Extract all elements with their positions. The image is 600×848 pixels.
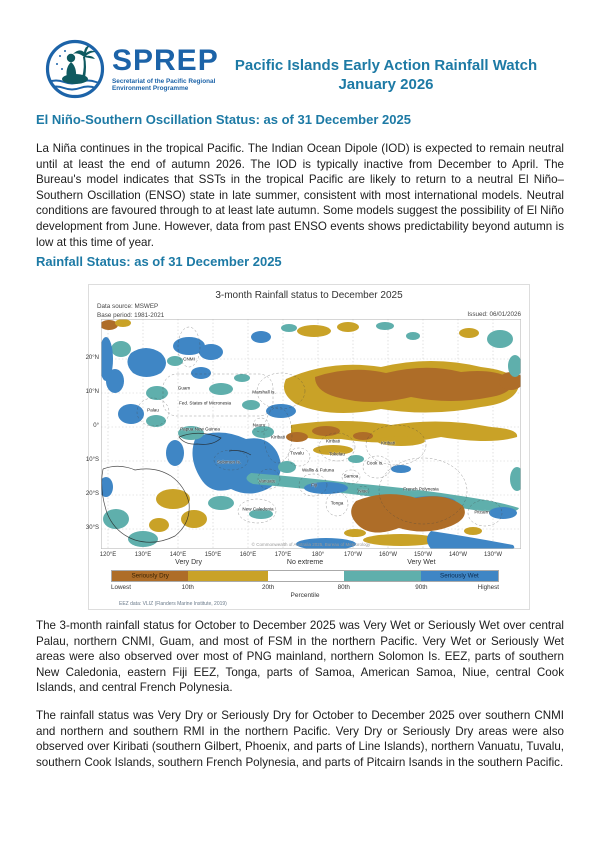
map-place-label: Tuvalu [290,450,304,456]
map-place-label: Fiji [311,482,317,488]
rainfall-status-figure [85,284,530,610]
map-place-label: Marshall Is. [252,389,276,395]
dry-status-paragraph: The rainfall status was Very Dry or Seriously Dry for October to December 2025 over southern CNMI and northern and southern RMI in the northern Pacific. Very Dry or Seriously Dry areas were also observed over Kiribati (southern Gilbert, Phoenix, and parts of Line Islands), northern Vanuatu, Tuvalu, southern Cook Islands, southern French Polynesia, and parts of Pitcairn Isands in the southern Pacific. [36,709,564,769]
legend-segment [344,571,421,581]
enso-section-heading: El Niño-Southern Oscillation Status: as of 31 December 2025 [36,112,411,127]
legend-category-label: No extreme [286,559,324,566]
figure-title: 3-month Rainfall status to December 2025 [215,290,403,301]
map-place-label: Tonga [330,500,344,506]
lat-tick-label: 0° [93,423,99,429]
map-place-label: Nauru [252,422,266,428]
lon-tick-label: 160°W [378,552,398,558]
map-copyright-watermark: © Commonwealth of Australia 2025, Bureau of Meteorology [251,542,371,547]
legend-tick-label: Lowest [111,584,131,591]
legend-category-label: Very Dry [175,559,203,566]
rainfall-section-heading: Rainfall Status: as of 31 December 2025 [36,254,282,269]
legend-segment [421,571,498,581]
lat-tick-label: 30°S [85,525,99,531]
lon-tick-label: 130°E [134,552,152,558]
legend-tick-label: 90th [415,584,428,591]
figure-issued-date: Issued: 06/01/2026 [467,311,521,318]
map-place-label: Cook Is. [366,460,384,466]
rainfall-map [101,319,521,549]
map-place-label: Kiribati [270,434,286,440]
lon-tick-label: 140°W [448,552,468,558]
legend-tick-label: 80th [337,584,350,591]
lon-tick-label: 140°E [169,552,187,558]
document-title-line1: Pacific Islands Early Action Rainfall Watch [234,57,538,74]
enso-paragraph: La Niña continues in the tropical Pacific. The Indian Ocean Dipole (IOD) is expected to remain neutral until at least the end of autumn 2026. The IOD is typically inactive from December to April. The Bureau's model indicates that SSTs in the tropical Pacific are likely to return to a neutral El Niño–Southern Oscillation (ENSO) state in late summer, consistent with most international models. Neutral conditions are favoured through to at least late autumn. Some models suggest the possibility of El Niño development from June. However, data from past ENSO events shows predictability beyond autumn is low at this time of year. [36,142,564,249]
map-place-label: Tokelau [329,451,345,457]
map-place-label: New Caledonia [242,506,274,512]
map-place-label: Papua New Guinea [180,426,220,432]
lon-tick-label: 130°W [483,552,503,558]
map-place-label: Guam [177,385,191,391]
map-place-label: Fed. States of Micronesia [178,400,232,406]
map-place-label: Kiribati [380,440,396,446]
map-place-label: French Polynesia [403,486,439,492]
sprep-logo-icon [44,38,106,100]
legend-category-label: Very Wet [407,559,436,566]
lat-tick-label: 20°S [85,491,99,497]
map-place-label: CNMI [183,356,195,362]
document-title-line2: January 2026 [338,76,434,93]
figure-base-period: Base period: 1981-2021 [97,311,165,319]
map-place-label: Samoa [343,473,359,479]
sprep-acronym: SPREP [112,43,219,77]
map-place-label: Wallis & Futuna [302,467,334,473]
map-place-label: Solomon Is. [216,459,242,465]
figure-source-note [97,303,164,320]
legend-axis-label: Percentile [290,592,320,599]
lon-tick-label: 180° [311,552,325,558]
legend-segment [112,571,188,581]
legend-segment [188,571,268,581]
lon-tick-label: 160°E [239,552,257,558]
lon-tick-label: 170°E [274,552,292,558]
legend-tick-label: 10th [181,584,194,591]
legend-tick-label: 20th [261,584,275,591]
lat-tick-label: 20°N [85,355,99,361]
sprep-tagline: Secretariat of the Pacific Regional Environment Programme [112,77,216,92]
lat-tick-label: 10°S [85,457,99,463]
map-place-label: Kiribati [325,438,341,444]
sprep-logo [44,38,219,100]
legend-citation: EEZ data: VLIZ (Flanders Marine Institute, 2019) [119,601,227,607]
lon-tick-label: 170°W [343,552,363,558]
lat-tick-label: 10°N [85,389,99,395]
lon-tick-label: 150°W [413,552,433,558]
map-place-label: Palau [147,407,159,413]
map-place-label: Niue [358,488,368,494]
legend-segment-label: Seriously Dry [131,572,169,580]
lon-tick-label: 120°E [99,552,117,558]
figure-data-source: Data source: MSWEP [97,303,159,310]
document-title [200,56,572,94]
lon-tick-label: 150°E [204,552,222,558]
legend-segment [268,571,343,581]
legend-tick-label: Highest [477,584,499,591]
map-place-label: Pitcairn [474,509,490,515]
wet-status-paragraph: The 3-month rainfall status for October to December 2025 was Very Wet or Seriously Wet over central Palau, northern CNMI, Guam, and most of FSM in the northern Pacific. Very Wet or Seriously Wet areas were also observed over most of PNG mainland, northern Solomon Is. EEZ, parts of southern New Caledonia, eastern Fiji EEZ, Tonga, parts of Samoa, American Samoa, Niue, central Cook Islands, and central French Polynesia. [36,619,564,695]
legend-segment-label: Seriously Wet [439,572,479,580]
percentile-color-bar [111,570,499,582]
rainfall-anomaly-patches [101,319,521,549]
map-place-label: Vanuatu [258,478,276,484]
map-area [101,319,521,549]
